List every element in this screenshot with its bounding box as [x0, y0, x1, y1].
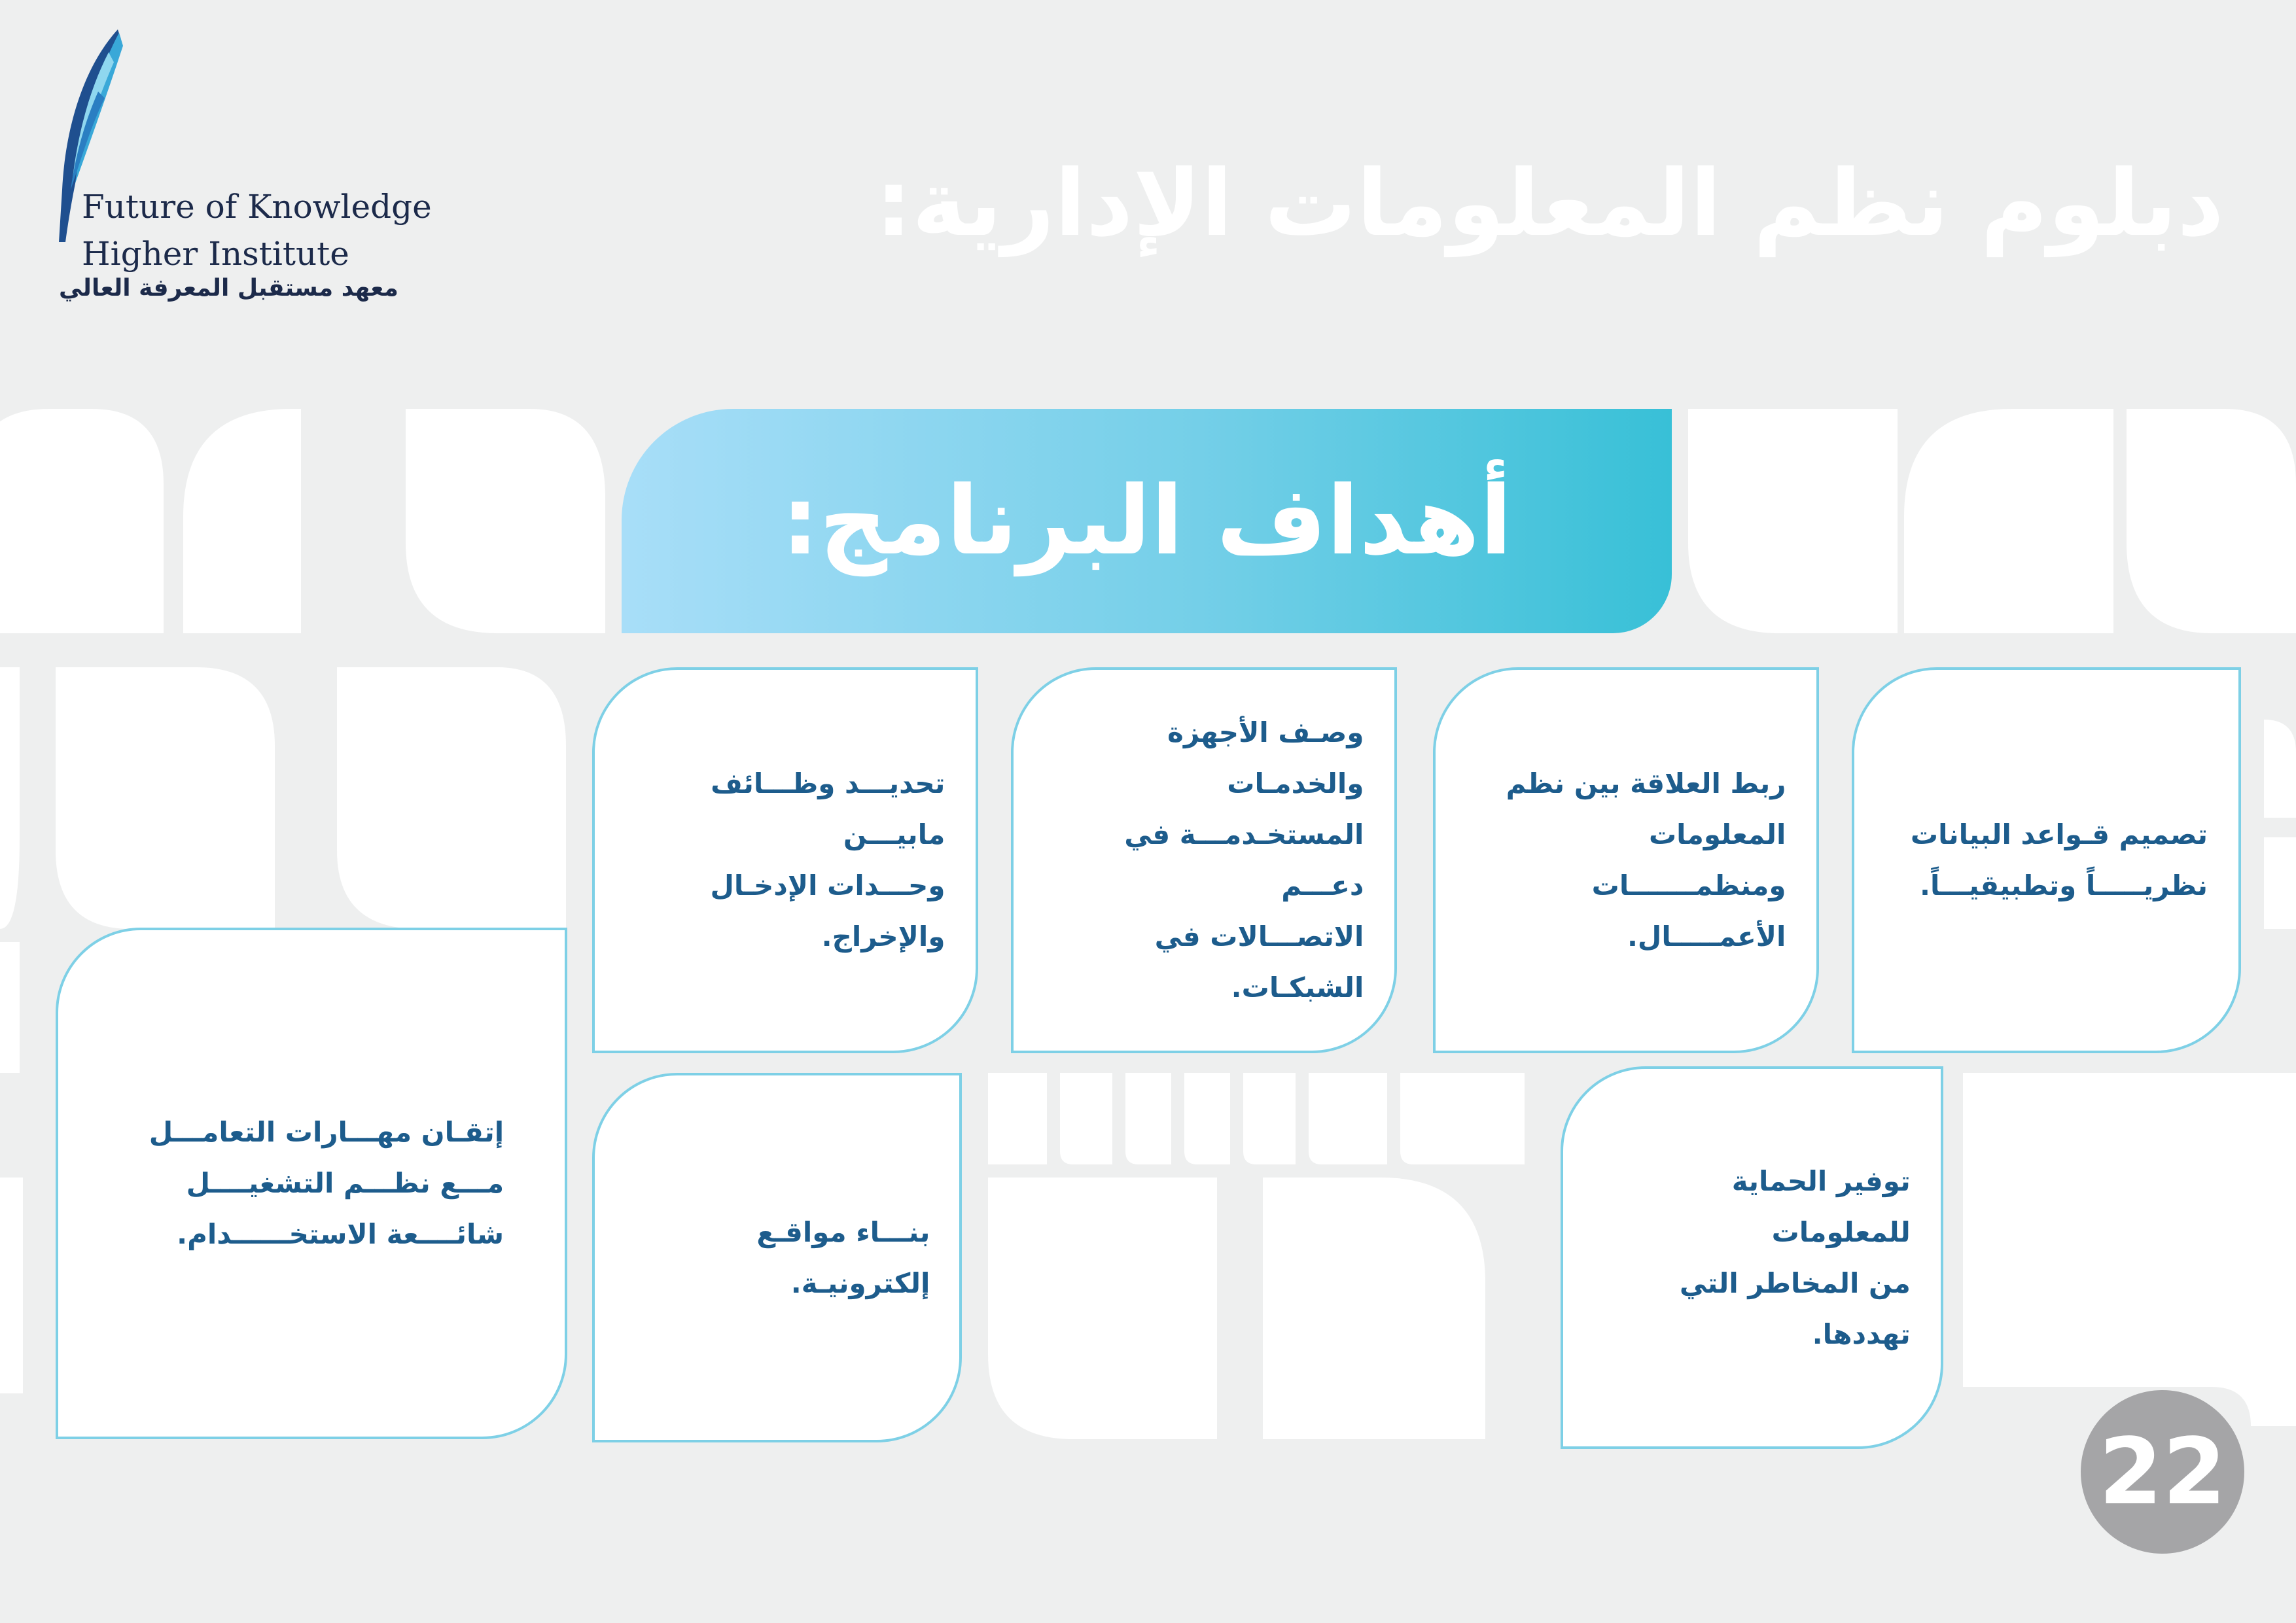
- goal-text: [1466, 758, 1786, 962]
- page-title: دبلوم نظم المعلومات الإدارية:: [875, 150, 2224, 257]
- goal-text: [1593, 1156, 1911, 1360]
- goal-line: وصـف الأجهزة والخدمـات: [1167, 716, 1364, 799]
- goal-line: المستخـدمـــة في دعـــم: [1124, 818, 1364, 901]
- logo-name-english: [82, 183, 432, 277]
- institute-logo: [46, 26, 465, 302]
- goal-line: شائــــعة الاستخــــــدام.: [177, 1218, 504, 1250]
- goal-line: بنـــاء مواقـع إلكترونيـة.: [756, 1215, 930, 1299]
- logo-name-arabic: معهد مستقبل المعرفة العالي: [59, 275, 398, 302]
- goal-line: من المخاطر التي تهددها.: [1679, 1266, 1911, 1350]
- goal-line: تصميم قـواعد البيانات: [1910, 818, 2208, 850]
- goal-line: توفير الحماية للمعلومات: [1731, 1164, 1911, 1248]
- goal-line: وحـــدات الإدخـال والإخراج.: [710, 869, 945, 952]
- goal-line: ربط العلاقة بين نظم المعلومات: [1506, 767, 1786, 850]
- goal-card-io-units: [592, 667, 978, 1053]
- goal-text: [119, 1107, 504, 1260]
- goal-card-websites: [592, 1073, 962, 1442]
- logo-name-line2: Higher Institute: [82, 235, 349, 273]
- goal-line: إتقـان مهـــارات التعامـــل: [149, 1116, 504, 1148]
- goal-text: [1044, 707, 1364, 1013]
- goal-card-operating-systems: [56, 928, 567, 1439]
- goal-line: مـــع نظـــم التشغيــــل: [186, 1167, 504, 1199]
- goal-line: تحديـــد وظـــائف مابيـــن: [711, 767, 945, 850]
- goal-line: الاتصـــالات في الشبكـات.: [1154, 920, 1364, 1003]
- goal-text: [1885, 809, 2208, 911]
- section-banner: [622, 409, 1672, 633]
- goal-line: نظريـــــاً وتطبيقيـــاً.: [1920, 869, 2208, 901]
- goal-text: [624, 1207, 930, 1309]
- page-number: 22: [2098, 1418, 2227, 1526]
- logo-name-line1: Future of Knowledge: [82, 188, 432, 226]
- goal-card-network-devices: [1011, 667, 1397, 1053]
- goal-text: [626, 758, 945, 962]
- goal-card-database-design: [1852, 667, 2241, 1053]
- page-number-badge: [2081, 1390, 2244, 1554]
- goal-card-information-security: [1561, 1066, 1943, 1449]
- section-title: أهداف البرنامج:: [781, 466, 1513, 576]
- goal-card-business-link: [1433, 667, 1819, 1053]
- goal-line: ومنظمـــــــات الأعمـــــال.: [1591, 869, 1786, 952]
